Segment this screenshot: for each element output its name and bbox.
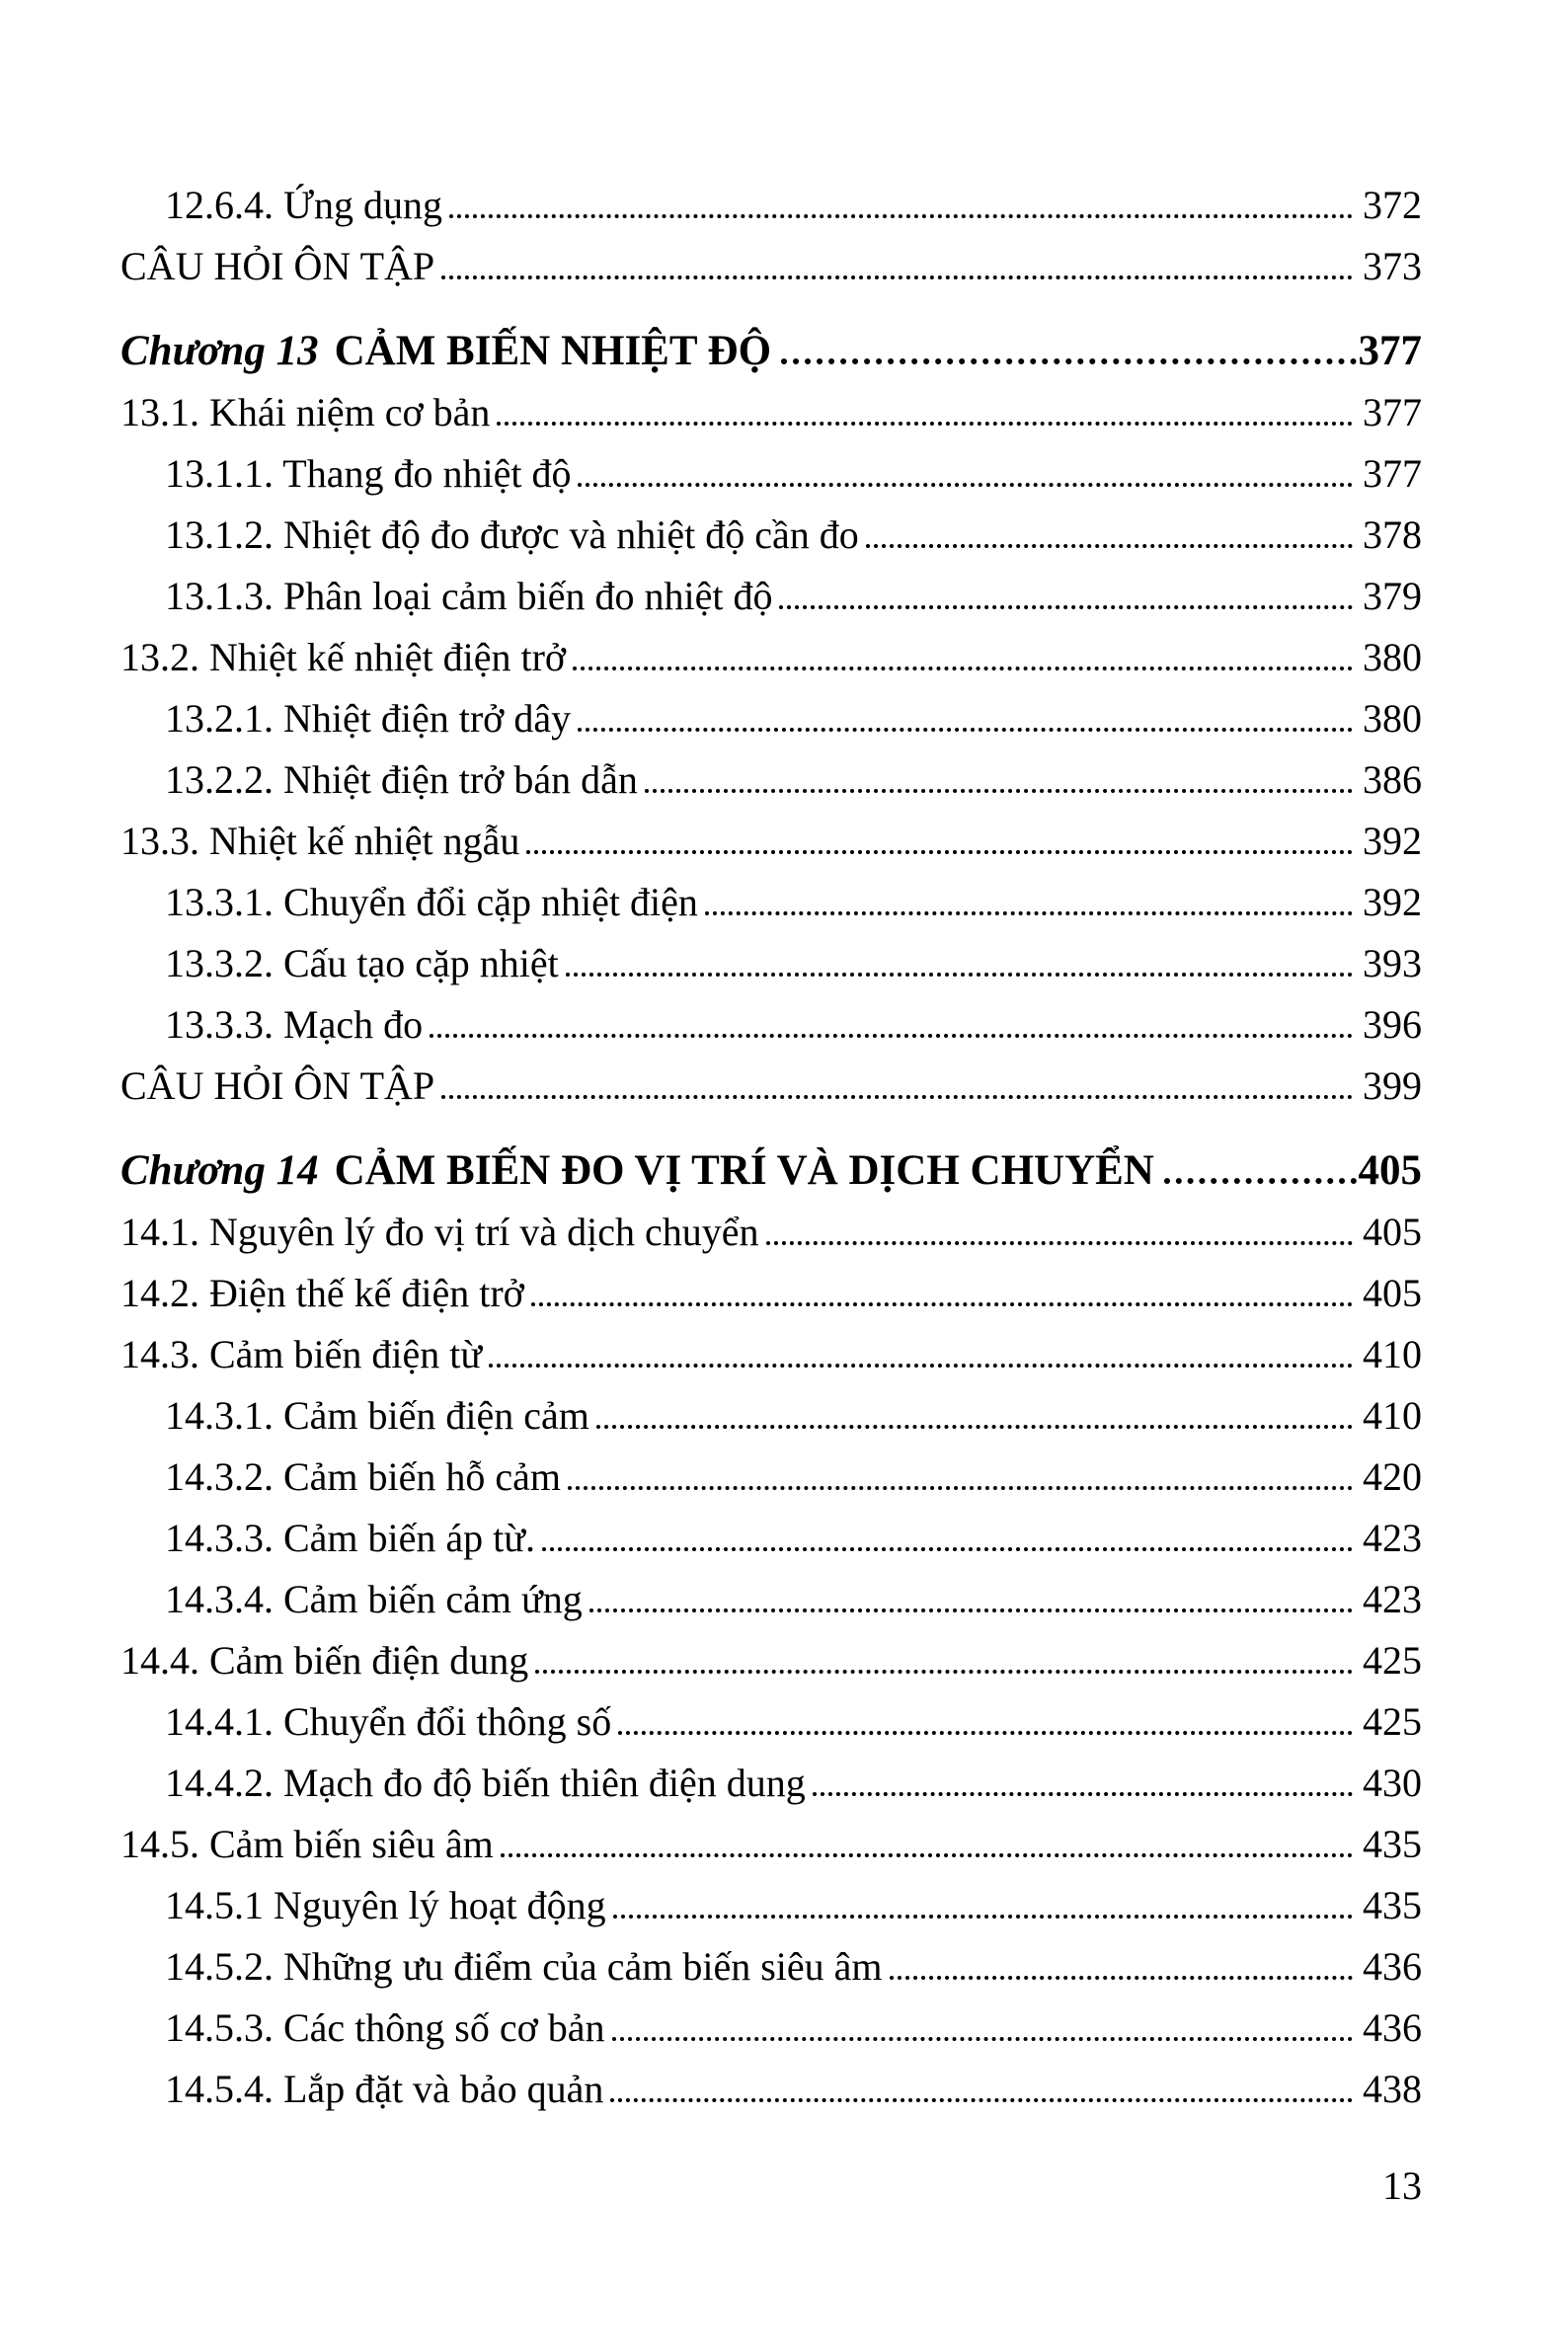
dot-leader (535, 1670, 1353, 1674)
toc-row (120, 811, 1422, 872)
toc-page-number: 380 (1363, 696, 1422, 741)
toc-row (120, 1263, 1422, 1324)
dot-leader (542, 1547, 1353, 1551)
dot-leader (618, 1731, 1353, 1735)
toc-page-number: 386 (1363, 757, 1422, 802)
toc-page-number: 378 (1363, 512, 1422, 557)
toc-entry-label: 14.3. Cảm biến điện từ (120, 1332, 483, 1376)
toc-page-number: 377 (1358, 328, 1422, 374)
toc-row (120, 1324, 1422, 1385)
toc-entry-label: 13.2. Nhiệt kế nhiệt điện trở (120, 635, 567, 679)
toc-page-number: 377 (1363, 390, 1422, 434)
toc-page-number: 425 (1363, 1638, 1422, 1683)
dot-leader (441, 1095, 1353, 1099)
toc-entry-label: CÂU HỎI ÔN TẬP (120, 1063, 435, 1108)
toc-row (120, 505, 1422, 566)
toc-page-number: 410 (1363, 1393, 1422, 1438)
toc-row (120, 236, 1422, 297)
dot-leader (578, 728, 1353, 732)
dot-leader (781, 358, 1356, 364)
dot-leader (1164, 1178, 1357, 1184)
dot-leader (596, 1425, 1353, 1429)
toc-row (120, 872, 1422, 933)
toc-page-number: 435 (1363, 1822, 1422, 1866)
dot-leader (497, 422, 1353, 426)
toc-row (120, 1056, 1422, 1117)
dot-leader (489, 1364, 1353, 1368)
footer-page-number: 13 (1382, 2163, 1422, 2208)
toc-page-number: 405 (1363, 1210, 1422, 1254)
toc-row (120, 1753, 1422, 1814)
toc-entry-label: 14.3.4. Cảm biến cảm ứng (165, 1577, 583, 1621)
toc-page-number: 438 (1363, 2067, 1422, 2111)
dot-leader (568, 1486, 1353, 1490)
toc-page-number: 392 (1363, 819, 1422, 863)
dot-leader (573, 666, 1353, 670)
toc-page-number: 372 (1363, 183, 1422, 227)
toc-page-number: 410 (1363, 1332, 1422, 1376)
toc-page-number: 380 (1363, 635, 1422, 679)
toc-row (120, 1508, 1422, 1569)
chapter-number-label: Chương 14 (120, 1147, 319, 1194)
dot-leader (501, 1853, 1353, 1857)
toc-row (120, 1630, 1422, 1691)
toc-entry-label: 12.6.4. Ứng dụng (165, 183, 443, 227)
dot-leader (866, 544, 1353, 548)
dot-leader (779, 605, 1353, 609)
toc-entry-label: 13.1.2. Nhiệt độ đo được và nhiệt độ cần đo (165, 512, 859, 557)
toc-entry-label: 13.3.2. Cấu tạo cặp nhiệt (165, 941, 559, 985)
toc-page-number: 430 (1363, 1761, 1422, 1805)
toc-entry-label: CẢM BIẾN ĐO VỊ TRÍ VÀ DỊCH CHUYỂN (334, 1147, 1154, 1194)
toc-row (120, 1998, 1422, 2059)
dot-leader (578, 483, 1353, 487)
dot-leader (645, 789, 1353, 793)
table-of-contents (120, 175, 1422, 2120)
toc-page-number: 393 (1363, 941, 1422, 985)
dot-leader (566, 973, 1353, 977)
toc-entry-label: CẢM BIẾN NHIỆT ĐỘ (334, 328, 772, 374)
toc-page-number: 379 (1363, 574, 1422, 618)
toc-entry-label: 14.4. Cảm biến điện dung (120, 1638, 529, 1683)
toc-row (120, 933, 1422, 994)
toc-entry-label: 14.5.3. Các thông số cơ bản (165, 2005, 605, 2050)
toc-entry-label: 13.1.3. Phân loại cảm biến đo nhiệt độ (165, 574, 773, 618)
toc-entry-label: 14.4.2. Mạch đo độ biến thiên điện dung (165, 1761, 806, 1805)
toc-row (120, 749, 1422, 811)
toc-entry-label: 14.2. Điện thế kế điện trở (120, 1271, 524, 1315)
toc-row (120, 1569, 1422, 1630)
toc-entry-label: 13.2.2. Nhiệt điện trở bán dẫn (165, 757, 638, 802)
toc-row (120, 1936, 1422, 1998)
toc-page-number: 435 (1363, 1883, 1422, 1927)
dot-leader (610, 2098, 1353, 2102)
toc-entry-label: CÂU HỎI ÔN TẬP (120, 244, 435, 288)
chapter-number-label: Chương 13 (120, 328, 319, 374)
toc-page-number: 436 (1363, 1944, 1422, 1989)
toc-row (120, 175, 1422, 236)
toc-page-number: 420 (1363, 1454, 1422, 1499)
toc-page-number: 399 (1363, 1063, 1422, 1108)
toc-entry-label: 13.3. Nhiệt kế nhiệt ngẫu (120, 819, 520, 863)
toc-entry-label: 14.5.2. Những ưu điểm của cảm biến siêu âm (165, 1944, 883, 1989)
toc-row (120, 566, 1422, 627)
toc-page-number: 405 (1358, 1147, 1422, 1194)
toc-row (120, 1691, 1422, 1753)
toc-entry-label: 14.1. Nguyên lý đo vị trí và dịch chuyển (120, 1210, 759, 1254)
toc-page-number: 396 (1363, 1002, 1422, 1047)
toc-chapter-row (120, 321, 1422, 382)
dot-leader (766, 1241, 1353, 1245)
toc-page-number: 423 (1363, 1577, 1422, 1621)
toc-page-number: 423 (1363, 1516, 1422, 1560)
toc-chapter-row (120, 1140, 1422, 1202)
dot-leader (526, 850, 1353, 854)
toc-page-number: 436 (1363, 2005, 1422, 2050)
toc-entry-label: 13.1.1. Thang đo nhiệt độ (165, 451, 572, 496)
dot-leader (441, 275, 1353, 279)
toc-row (120, 382, 1422, 443)
toc-entry-label: 14.5. Cảm biến siêu âm (120, 1822, 494, 1866)
dot-leader (612, 2037, 1353, 2041)
dot-leader (613, 1915, 1353, 1919)
toc-entry-label: 13.1. Khái niệm cơ bản (120, 390, 491, 434)
toc-entry-label: 14.3.2. Cảm biến hỗ cảm (165, 1454, 562, 1499)
toc-entry-label: 14.5.1 Nguyên lý hoạt động (165, 1883, 606, 1927)
dot-leader (449, 214, 1353, 218)
toc-row (120, 1447, 1422, 1508)
dot-leader (890, 1976, 1353, 1980)
toc-page-number: 405 (1363, 1271, 1422, 1315)
dot-leader (813, 1792, 1353, 1796)
toc-entry-label: 14.3.3. Cảm biến áp từ. (165, 1516, 535, 1560)
toc-entry-label: 14.3.1. Cảm biến điện cảm (165, 1393, 589, 1438)
dot-leader (430, 1034, 1353, 1038)
toc-page-number: 377 (1363, 451, 1422, 496)
toc-page-number: 425 (1363, 1699, 1422, 1744)
toc-row (120, 627, 1422, 688)
toc-entry-label: 14.4.1. Chuyển đổi thông số (165, 1699, 612, 1744)
dot-leader (531, 1302, 1353, 1306)
toc-row (120, 1202, 1422, 1263)
toc-page-number: 373 (1363, 244, 1422, 288)
toc-page-number: 392 (1363, 880, 1422, 924)
toc-row (120, 443, 1422, 505)
toc-row (120, 2059, 1422, 2120)
toc-row (120, 1814, 1422, 1875)
toc-row (120, 688, 1422, 749)
toc-row (120, 1875, 1422, 1936)
toc-entry-label: 13.3.3. Mạch đo (165, 1002, 424, 1047)
toc-entry-label: 13.3.1. Chuyển đổi cặp nhiệt điện (165, 880, 698, 924)
toc-entry-label: 14.5.4. Lắp đặt và bảo quản (165, 2067, 604, 2111)
dot-leader (589, 1608, 1353, 1612)
dot-leader (705, 911, 1353, 915)
toc-row (120, 994, 1422, 1056)
toc-row (120, 1385, 1422, 1447)
toc-entry-label: 13.2.1. Nhiệt điện trở dây (165, 696, 572, 741)
